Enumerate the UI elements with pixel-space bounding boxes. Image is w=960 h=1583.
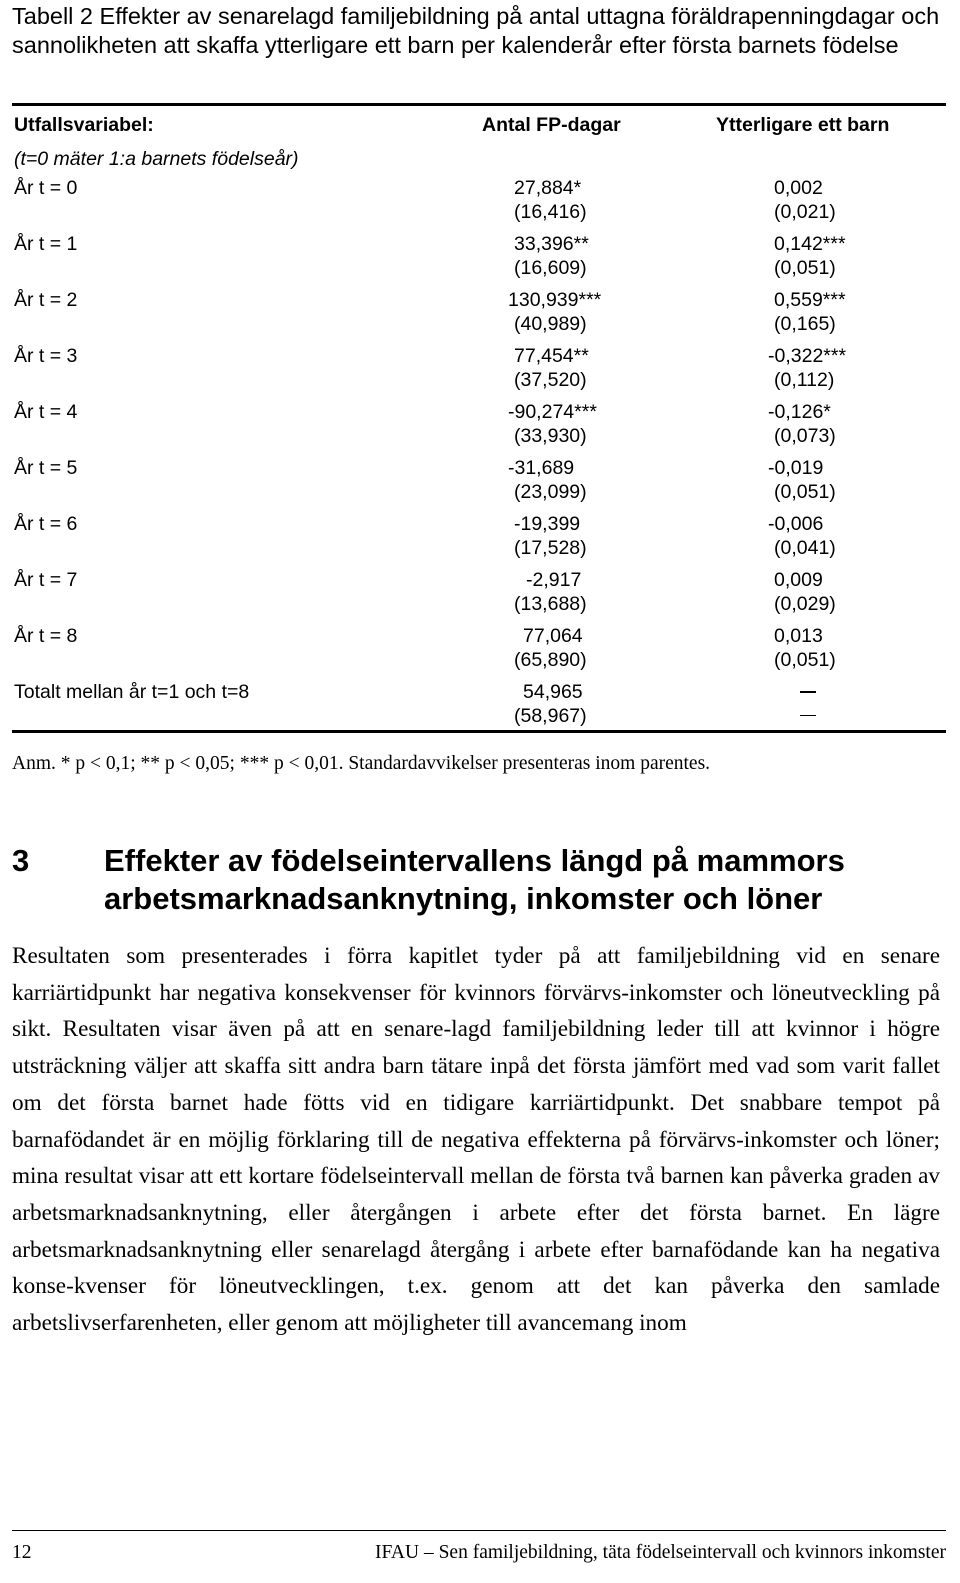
coefficient: 0,002 <box>774 177 823 199</box>
table-bottom-rule <box>12 730 946 733</box>
coefficient: 0,142*** <box>774 233 846 255</box>
row-label: År t = 0 <box>14 177 78 199</box>
fp-days-cell <box>514 512 620 560</box>
header-note: (t=0 mäter 1:a barnets födelseår) <box>14 148 299 170</box>
standard-error: (40,989) <box>514 313 587 335</box>
section-title: Effekter av födelseintervallens längd på mammors arbetsmarknadsanknytning, inkomster och löner <box>104 843 845 916</box>
running-head: IFAU – Sen familjebildning, täta födelseintervall och kvinnors inkomster <box>375 1542 946 1563</box>
row-label: År t = 4 <box>14 401 78 423</box>
footer-rule <box>12 1530 946 1531</box>
row-label: År t = 6 <box>14 513 78 535</box>
standard-error: (0,029) <box>774 593 836 615</box>
coefficient: 33,396** <box>514 233 589 255</box>
table-row <box>0 232 960 288</box>
fp-days-cell <box>508 288 614 336</box>
coefficient: 77,064 <box>523 625 583 647</box>
header-outcome-variable: Utfallsvariabel: <box>14 114 154 136</box>
coefficient: 54,965 <box>523 681 583 703</box>
standard-error: (17,528) <box>514 537 587 559</box>
fp-days-cell <box>514 680 620 728</box>
coefficient: -2,917 <box>526 569 582 591</box>
coefficient: -31,689 <box>508 457 575 479</box>
standard-error: (33,930) <box>514 425 587 447</box>
additional-child-cell <box>774 624 874 672</box>
coefficient: -0,019 <box>768 457 824 479</box>
table-row <box>0 680 960 736</box>
standard-error: (16,609) <box>514 257 587 279</box>
standard-error: (0,112) <box>774 369 835 391</box>
coefficient: 0,009 <box>774 569 823 591</box>
coefficient: 0,559*** <box>774 289 846 311</box>
row-label: År t = 5 <box>14 457 78 479</box>
coefficient: 0,013 <box>774 625 823 647</box>
row-label: År t = 7 <box>14 569 78 591</box>
coefficient: -90,274*** <box>508 401 597 423</box>
standard-error: (0,051) <box>774 481 836 503</box>
additional-child-cell <box>768 456 868 504</box>
table-row <box>0 456 960 512</box>
row-label: Totalt mellan år t=1 och t=8 <box>14 681 250 703</box>
fp-days-cell <box>514 568 620 616</box>
coefficient: 27,884* <box>514 177 582 199</box>
section-number: 3 <box>12 843 30 878</box>
additional-child-cell <box>768 512 868 560</box>
row-label: År t = 1 <box>14 233 78 255</box>
table-row <box>0 344 960 400</box>
additional-child-cell <box>768 400 868 448</box>
standard-error: (13,688) <box>514 593 587 615</box>
fp-days-cell <box>508 400 614 448</box>
standard-error: (0,051) <box>774 257 836 279</box>
empty-dash <box>800 715 816 717</box>
table-row <box>0 512 960 568</box>
additional-child-cell <box>774 568 874 616</box>
page-number: 12 <box>12 1542 32 1563</box>
coefficient: -19,399 <box>514 513 581 535</box>
header-fp-days: Antal FP-dagar <box>482 114 621 136</box>
fp-days-cell <box>514 624 620 672</box>
coefficient: 130,939*** <box>508 289 602 311</box>
fp-days-cell <box>508 456 614 504</box>
empty-dash <box>800 691 816 693</box>
row-label: År t = 8 <box>14 625 78 647</box>
standard-error: (0,165) <box>774 313 836 335</box>
standard-error: (58,967) <box>514 705 587 727</box>
body-paragraph: Resultaten som presenterades i förra kapitlet tyder på att familjebildning vid en senare karriärtidpunkt har negativa konsekvenser för kvinnors förvärvs-inkomster och löneutveckling på sikt. Resultaten visar även på att en senare-lagd familjebildning leder till att kvinnor i högre utsträckning väljer att skaffa sitt andra barn tätare inpå det första jämfört med vad som varit fallet om det första barnet hade fötts vid en tidigare karriärtidpunkt. Det snabbare tempot på barnafödandet är en möjlig förklaring till de negativa effekterna på förvärvs-inkomster och löner; mina resultat visar att ett kortare födelseintervall mellan de första två barnen kan påverka graden av arbetsmarknadsanknytning, eller återgången i arbete efter det första barnet. En lägre arbetsmarknadsanknytning eller senarelagd återgång i arbete efter barnafödande kan ha negativa konse-kvenser för löneutvecklingen, t.ex. genom att det kan påverka den samlade arbetslivserfarenheten, eller genom att möjligheter till avancemang inom <box>12 943 940 1337</box>
row-label: År t = 3 <box>14 345 78 367</box>
coefficient: -0,322*** <box>768 345 847 367</box>
row-label: År t = 2 <box>14 289 78 311</box>
additional-child-cell <box>774 176 874 224</box>
fp-days-cell <box>514 344 620 392</box>
table-row <box>0 568 960 624</box>
table-row <box>0 176 960 232</box>
standard-error: (23,099) <box>514 481 587 503</box>
fp-days-cell <box>514 232 620 280</box>
additional-child-cell <box>774 288 874 336</box>
additional-child-cell <box>768 344 868 392</box>
table-note: Anm. * p < 0,1; ** p < 0,05; *** p < 0,01. Standardavvikelser presenteras inom parentes. <box>12 753 711 774</box>
table-top-rule <box>12 103 946 106</box>
fp-days-cell <box>514 176 620 224</box>
standard-error: (0,051) <box>774 649 836 671</box>
coefficient: -0,006 <box>768 513 824 535</box>
header-additional-child: Ytterligare ett barn <box>716 114 890 136</box>
table-row <box>0 624 960 680</box>
table-row <box>0 288 960 344</box>
standard-error: (0,041) <box>774 537 836 559</box>
standard-error: (65,890) <box>514 649 587 671</box>
table-caption: Tabell 2 Effekter av senarelagd familjebildning på antal uttagna föräldrapenningdagar och sannolikheten att skaffa ytterligare ett barn per kalenderår efter första barnets födelse <box>12 3 940 58</box>
additional-child-cell <box>774 232 874 280</box>
standard-error: (37,520) <box>514 369 587 391</box>
coefficient: -0,126* <box>768 401 831 423</box>
standard-error: (0,021) <box>774 201 836 223</box>
coefficient: 77,454** <box>514 345 589 367</box>
standard-error: (0,073) <box>774 425 836 447</box>
standard-error: (16,416) <box>514 201 587 223</box>
table-row <box>0 400 960 456</box>
